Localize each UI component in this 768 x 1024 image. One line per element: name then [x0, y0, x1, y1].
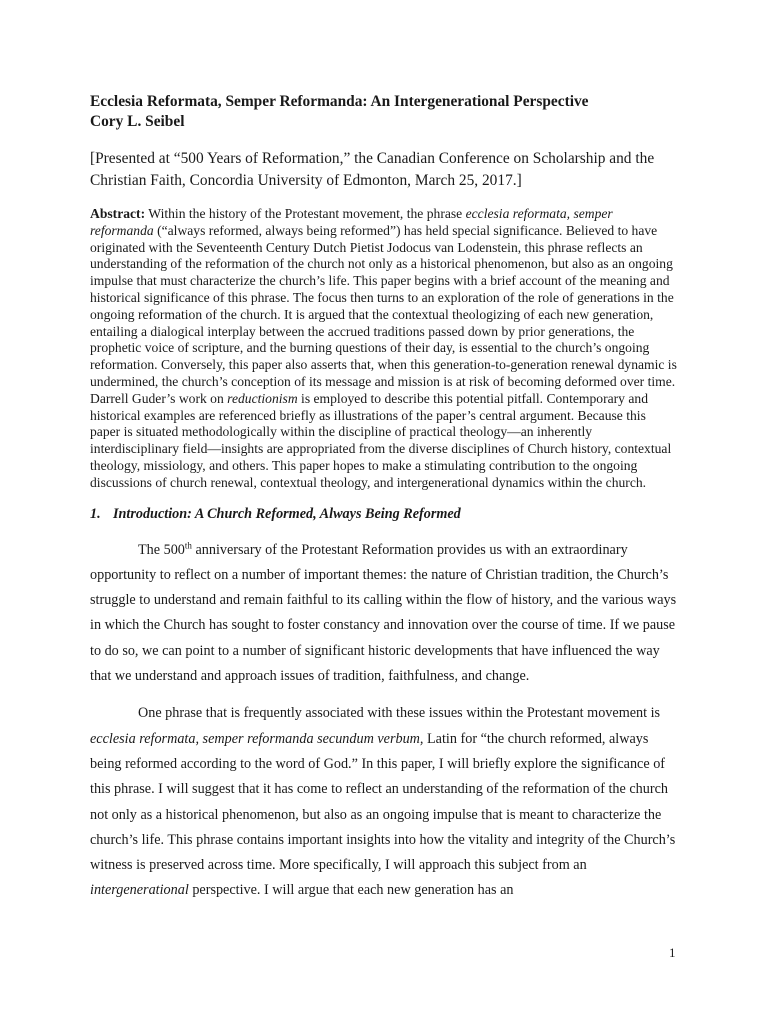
body-paragraph: [90, 538, 678, 690]
section-heading: [90, 504, 678, 524]
abstract-label: Abstract:: [90, 206, 146, 221]
abstract-text: (“always reformed, always being reformed”) has held special significance. Believed to have originated with the Seventeenth Century Dutch Pietist Jodocus van Lodenstein, this phrase reflects an understanding of the reformation of the church not only as a historical phenomenon, but also as an ongoing impulse that must characterize the church’s life. This paper begins with a brief account of the meaning and historical significance of this phrase. The focus then turns to an exploration of the role of generations in the ongoing reformation of the church. It is argued that the contextual theologizing of each new generation, entailing a dialogical interplay between the accrued traditions passed down by prior generations, the prophetic voice of scripture, and the burning questions of their day, is essential to the church’s ongoing reformation. Conversely, this paper also asserts that, when this generation-to-generation renewal dynamic is undermined, the church’s conception of its message and mission is at risk of becoming deformed over time. Darrell Guder’s work on: [90, 222, 677, 406]
abstract-text: Within the history of the Protestant movement, the phrase: [145, 206, 466, 221]
abstract-text: is employed to describe this potential pitfall. Contemporary and historical examples are referenced briefly as illustrations of the paper’s central argument. Because this paper is situated methodologically within the discipline of practical theology—an inherently interdisciplinary field—insights are appropriated from the diverse disciplines of Church history, contextual theology, missiology, and others. This paper hopes to make a stimulating contribution to the ongoing discussions of church renewal, contextual theology, and intergenerational dynamics within the church.: [90, 390, 672, 490]
abstract-latin-phrase: ecclesia reformata, semper reformanda: [90, 206, 613, 238]
presentation-note: [Presented at “500 Years of Reformation,” the Canadian Conference on Scholarship and the Christian Faith, Concordia University of Edmonton, March 25, 2017.]: [90, 150, 655, 189]
paragraph-text: anniversary of the Protestant Reformation provides us with an extraordinary opportunity to reflect on a number of important themes: the nature of Christian tradition, the Church’s struggle to understand and remain faithful to its calling within the flow of history, and the various ways in which the Church has sought to foster constancy and innovation over the course of time. If we pause to do so, we can point to a number of significant historic developments that have influenced the way that we understand and approach issues of tradition, faithfulness, and change.: [90, 541, 677, 685]
section-title: Introduction: A Church Reformed, Always Being Reformed: [113, 505, 461, 522]
abstract-reductionism-term: reductionism: [227, 390, 298, 406]
paragraph-text: One phrase that is frequently associated with these issues within the Protestant movement is: [138, 705, 661, 722]
page-number: 1: [669, 945, 676, 960]
paragraph-text: Latin for “the church reformed, always being reformed according to the word of God.” In this paper, I will briefly explore the significance of this phrase. I will suggest that it has come to reflect an understanding of the reformation of the church not only as a historical phenomenon, but also as an ongoing impulse that is meant to characterize the church’s life. This phrase contains important insights into how the vitality and integrity of the Church’s witness is preserved across time. More specifically, I will approach this subject from an: [90, 730, 676, 874]
paper-title: Ecclesia Reformata, Semper Reformanda: An Intergenerational Perspective: [90, 93, 589, 110]
section-number: 1.: [90, 505, 101, 522]
abstract: [90, 206, 678, 492]
ordinal-superscript: th: [184, 539, 192, 550]
paragraph-text: The 500: [138, 541, 185, 558]
page-content: [90, 92, 678, 904]
paragraph-text: perspective. I will argue that each new generation has an: [188, 882, 514, 899]
latin-phrase: ecclesia reformata, semper reformanda secundum verbum,: [90, 730, 424, 747]
emphasized-term: intergenerational: [90, 882, 189, 899]
body-paragraph: [90, 701, 678, 903]
author-name: Cory L. Seibel: [90, 113, 185, 130]
